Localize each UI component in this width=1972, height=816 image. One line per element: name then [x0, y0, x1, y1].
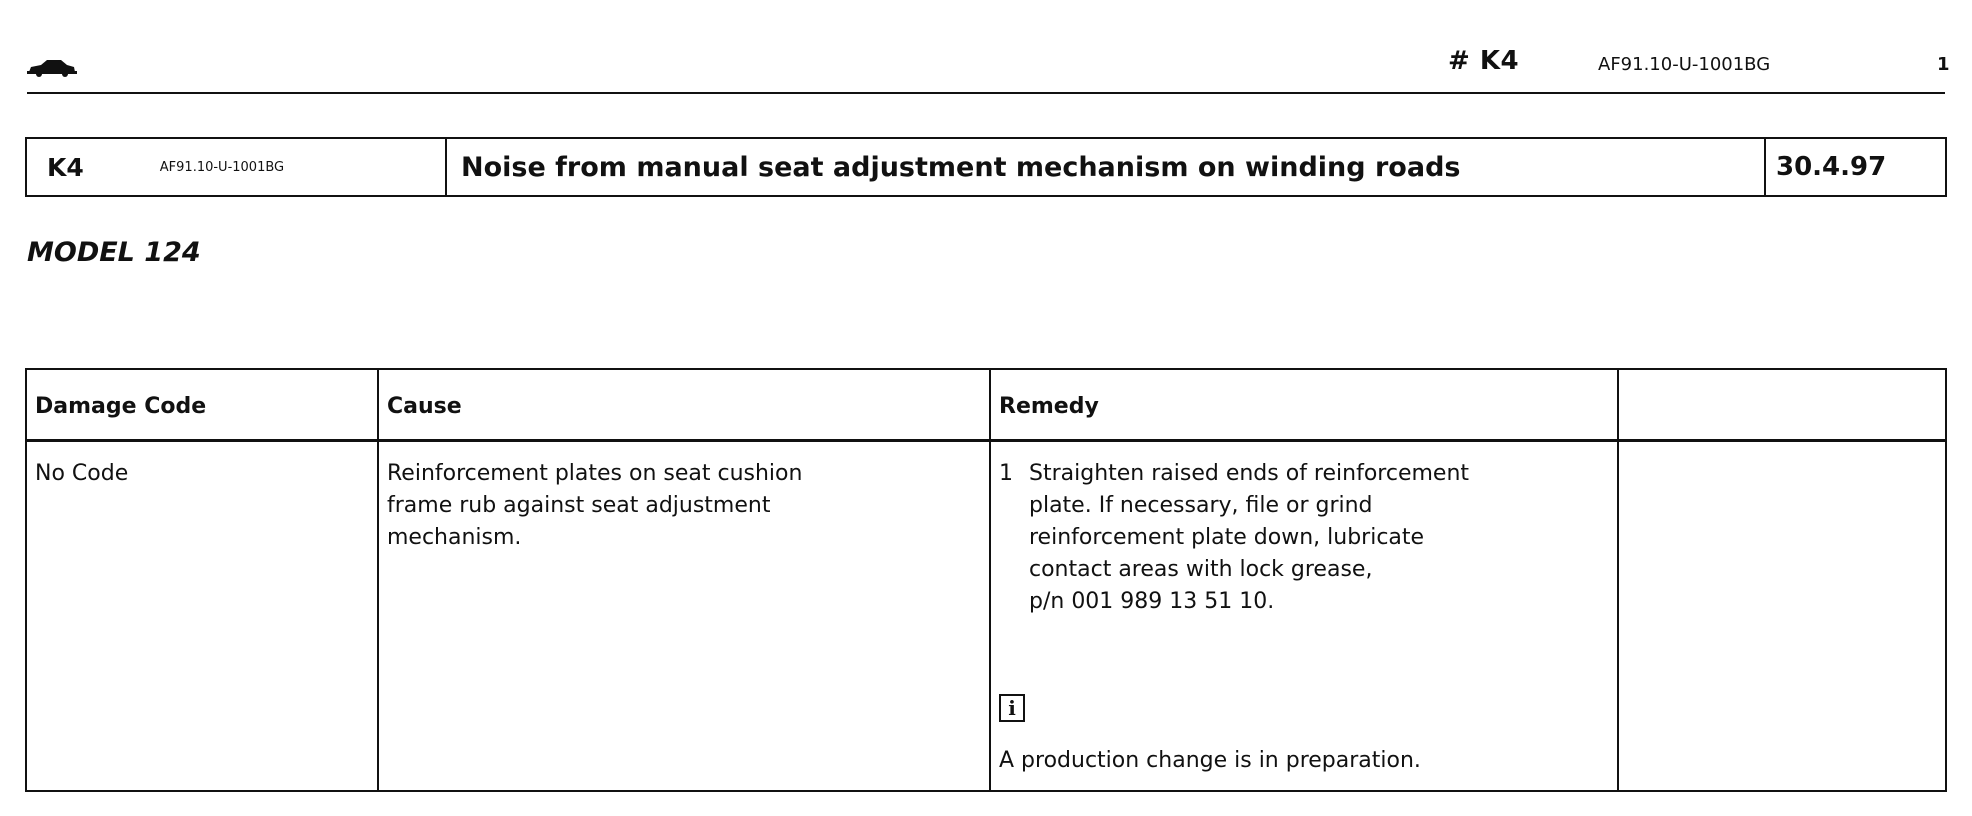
remedy-line: plate. If necessary, file or grind — [1029, 493, 1373, 518]
document-date: 30.4.97 — [1776, 152, 1887, 182]
page-number: 1 — [1937, 54, 1950, 75]
remedy-line: p/n 001 989 13 51 10. — [1029, 589, 1275, 614]
date-cell — [1766, 139, 1945, 195]
column-divider — [989, 370, 991, 790]
header-damage-code: Damage Code — [35, 394, 207, 419]
title-bar — [25, 137, 1947, 197]
diagnosis-table — [25, 368, 1947, 792]
remedy-line: contact areas with lock grease, — [1029, 557, 1373, 582]
header-row-divider — [27, 439, 1945, 442]
damage-code-value: No Code — [35, 461, 129, 486]
header-cause: Cause — [387, 394, 462, 419]
car-icon — [27, 56, 77, 78]
cause-line: Reinforcement plates on seat cushion — [387, 461, 803, 486]
remedy-line: reinforcement plate down, lubricate — [1029, 525, 1425, 550]
model-heading: MODEL 124 — [27, 237, 201, 268]
cause-line: mechanism. — [387, 525, 522, 550]
column-divider — [1617, 370, 1619, 790]
title-code: K4 — [47, 152, 84, 182]
remedy-step-number: 1 — [999, 461, 1013, 486]
remedy-line: Straighten raised ends of reinforcement — [1029, 461, 1470, 486]
title-cell — [447, 139, 1766, 195]
production-note: A production change is in preparation. — [999, 748, 1421, 773]
cause-line: frame rub against seat adjustment — [387, 493, 771, 518]
column-divider — [377, 370, 379, 790]
document-title: Noise from manual seat adjustment mechanism on winding roads — [461, 151, 1461, 183]
header-remedy: Remedy — [999, 394, 1099, 419]
header-document-code: # K4 — [1448, 46, 1520, 76]
title-reference-number: AF91.10-U-1001BG — [159, 159, 285, 175]
header-divider — [27, 92, 1945, 94]
cause-text — [387, 458, 977, 554]
title-code-cell — [27, 139, 447, 195]
header-reference-number: AF91.10-U-1001BG — [1598, 54, 1771, 75]
remedy-step — [999, 458, 1613, 618]
info-icon: i — [999, 694, 1025, 722]
